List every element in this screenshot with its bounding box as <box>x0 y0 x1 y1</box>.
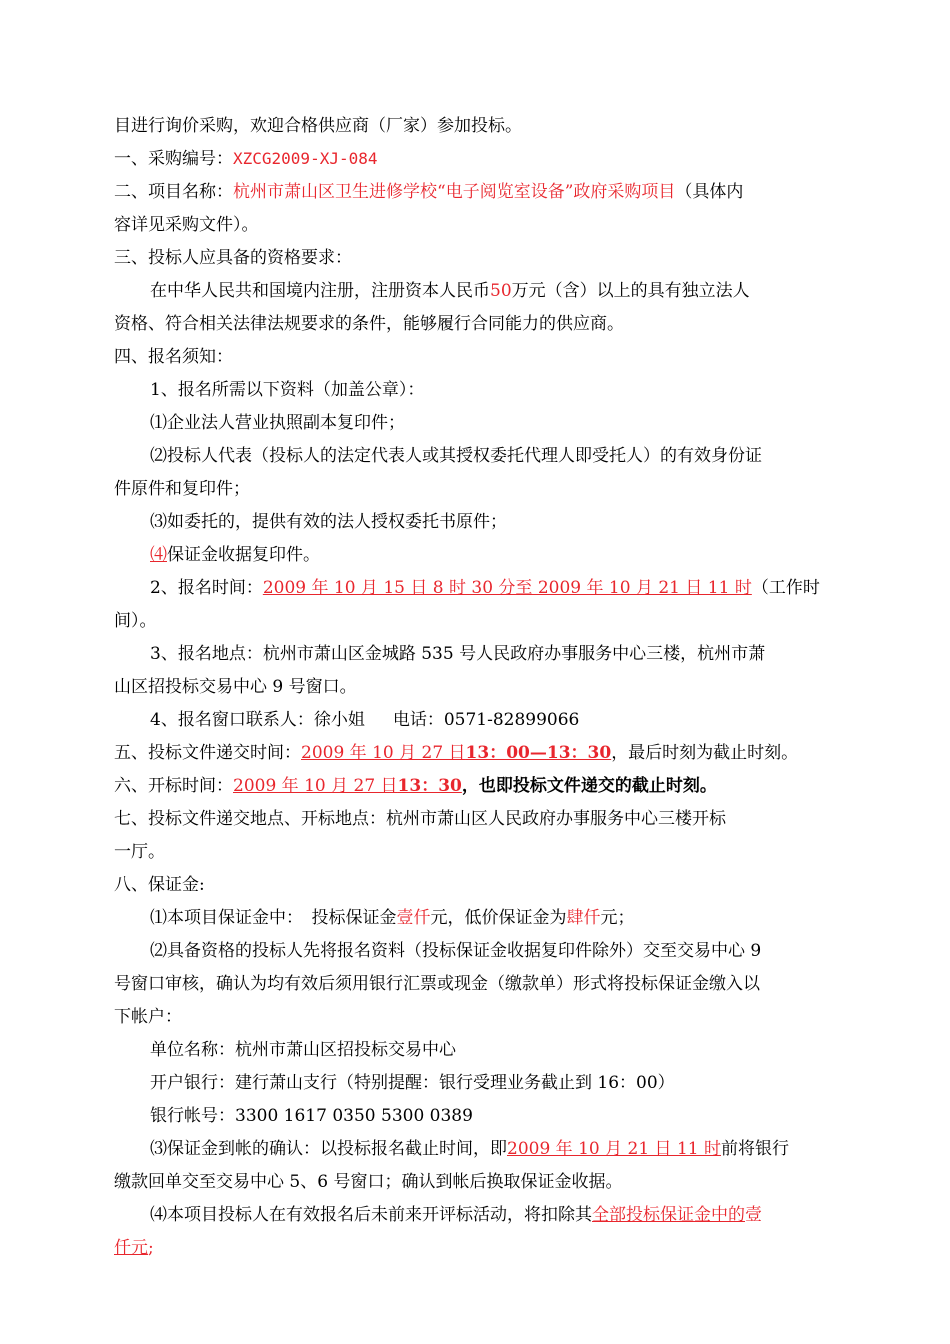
project-name: 杭州市萧山区卫生进修学校“电子阅览室设备”政府采购项目 <box>233 182 676 202</box>
deposit-item-3 <box>150 1137 890 1161</box>
deposit-item-2-cont2: 下帐户： <box>114 1007 182 1027</box>
section-3-label: 三、投标人应具备的资格要求： <box>114 248 352 268</box>
reg-item-1-2-cont: 件原件和复印件； <box>114 479 250 499</box>
section-7: 七、投标文件递交地点、开标地点：杭州市萧山区人民政府办事服务中心三楼开标 <box>114 809 726 829</box>
reg-item-1-4-marker: ⑷ <box>150 545 167 565</box>
qualification-text: 在中华人民共和国境内注册，注册资本人民币 <box>150 281 490 301</box>
section-6-label: 六、开标时间： <box>114 776 233 796</box>
section-6 <box>114 774 854 798</box>
reg-item-1-3: ⑶如委托的，提供有效的法人授权委托书原件； <box>150 512 507 532</box>
section-5-tail: ，最后时刻为截止时刻。 <box>611 743 799 763</box>
reg-item-2-cont: 间）。 <box>114 611 157 631</box>
section-2-label: 二、项目名称： <box>114 182 233 202</box>
section-5 <box>114 741 854 765</box>
account-unit-name: 单位名称：杭州市萧山区招投标交易中心 <box>150 1040 456 1060</box>
deposit-item-3-cont: 缴款回单交至交易中心 5、6 号窗口；确认到帐后换取保证金收据。 <box>114 1172 623 1192</box>
forfeit-punctuation: ; <box>148 1238 154 1258</box>
reg-item-1: 1、报名所需以下资料（加盖公章）： <box>150 380 425 400</box>
forfeit-text: ⑷本项目投标人在有效报名后未前来开评标活动，将扣除其 <box>150 1205 592 1225</box>
opening-date: 2009 年 10 月 27 日 <box>233 776 398 796</box>
reg-item-1-4-text: 保证金收据复印件。 <box>167 545 320 565</box>
deposit-text-mid: 元，低价保证金为 <box>430 908 567 928</box>
opening-time: 13：30 <box>397 776 462 796</box>
reg-item-4 <box>150 708 890 732</box>
qualification-text-cont: 万元（含）以上的具有独立法人 <box>511 281 750 301</box>
section-4-label: 四、报名须知： <box>114 347 233 367</box>
section-1 <box>114 147 854 171</box>
forfeit-scope: 全部投标保证金中的 <box>592 1205 745 1225</box>
intro-line: 目进行询价采购，欢迎合格供应商（厂家）参加投标。 <box>114 116 522 136</box>
bid-deposit-amount: 壹仟 <box>396 908 431 928</box>
deposit-text: ⑴本项目保证金中： 投标保证金 <box>150 908 397 928</box>
deposit-text-end: 元； <box>600 908 635 928</box>
reg-time-tail: （工作时 <box>751 578 820 598</box>
deposit-confirm-text: ⑶保证金到帐的确认：以投标报名截止时间，即 <box>150 1139 507 1159</box>
deposit-item-4-cont <box>114 1236 854 1260</box>
submit-date: 2009 年 10 月 27 日 <box>301 743 466 763</box>
qualification-line-1 <box>150 279 890 303</box>
section-2-cont: 容详见采购文件）。 <box>114 215 259 235</box>
forfeit-amount-end: 仟元 <box>114 1238 148 1258</box>
purchase-number: XZCG2009-XJ-084 <box>233 149 378 168</box>
deposit-item-1 <box>150 906 890 930</box>
section-1-label: 一、采购编号： <box>114 149 233 169</box>
section-6-tail: ，也即投标文件递交的截止时刻。 <box>461 776 717 796</box>
account-bank: 开户银行：建行萧山支行（特别提醒：银行受理业务截止到 16：00） <box>150 1073 675 1093</box>
reg-item-3-cont: 山区招投标交易中心 9 号窗口。 <box>114 677 357 697</box>
deposit-item-2: ⑵具备资格的投标人先将报名资料（投标保证金收据复印件除外）交至交易中心 9 <box>150 941 762 961</box>
submit-time: 13：00—13：30 <box>465 743 612 763</box>
section-7-cont: 一厅。 <box>114 842 165 862</box>
forfeit-amount-start: 壹 <box>745 1205 762 1225</box>
qualification-line-2: 资格、符合相关法律法规要求的条件，能够履行合同能力的供应商。 <box>114 314 624 334</box>
section-2 <box>114 180 854 204</box>
deposit-item-4 <box>150 1203 890 1227</box>
reg-time-label: 2、报名时间： <box>150 578 263 598</box>
reg-item-2 <box>150 576 890 600</box>
reg-item-1-1: ⑴企业法人营业执照副本复印件； <box>150 413 405 433</box>
deposit-deadline: 2009 年 10 月 21 日 11 时 <box>507 1139 721 1159</box>
account-number: 银行帐号：3300 1617 0350 5300 0389 <box>150 1106 473 1126</box>
section-5-label: 五、投标文件递交时间： <box>114 743 301 763</box>
section-2-tail: （具体内 <box>675 182 744 202</box>
section-8-label: 八、保证金: <box>114 875 205 895</box>
reg-item-1-2: ⑵投标人代表（投标人的法定代表人或其授权委托代理人即受托人）的有效身份证 <box>150 446 762 466</box>
reg-time-value: 2009 年 10 月 15 日 8 时 30 分至 2009 年 10 月 21 日 11 时 <box>262 578 752 598</box>
registered-capital: 50 <box>490 281 512 301</box>
reg-item-3: 3、报名地点：杭州市萧山区金城路 535 号人民政府办事服务中心三楼，杭州市萧 <box>150 644 766 664</box>
contact-person: 4、报名窗口联系人：徐小姐 <box>150 710 365 730</box>
deposit-confirm-tail: 前将银行 <box>721 1139 789 1159</box>
low-price-deposit-amount: 肆仟 <box>566 908 601 928</box>
deposit-item-2-cont: 号窗口审核，确认为均有效后须用银行汇票或现金（缴款单）形式将投标保证金缴入以 <box>114 974 760 994</box>
contact-phone: 电话：0571-82899066 <box>392 710 580 730</box>
reg-item-1-4 <box>150 543 890 567</box>
